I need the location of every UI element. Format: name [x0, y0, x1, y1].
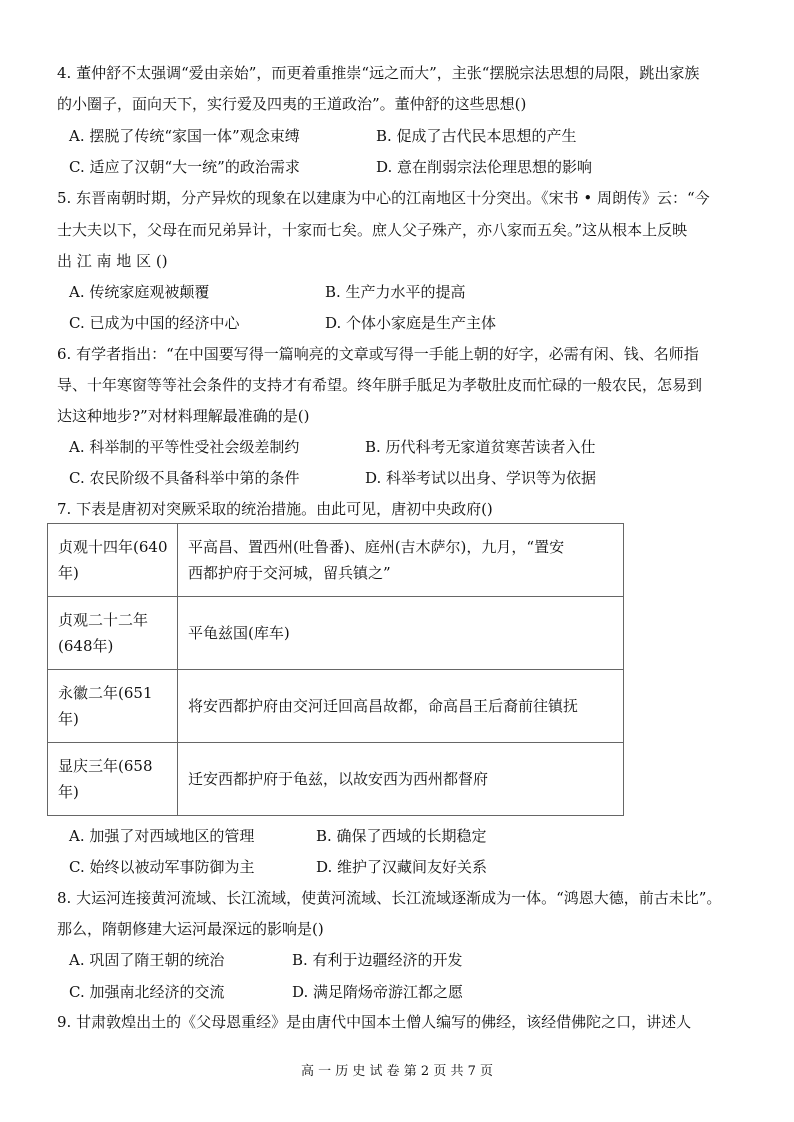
table-row — [48, 670, 624, 743]
q4-option-b: B. 促成了古代民本思想的产生 — [376, 127, 577, 145]
table-cell-event — [178, 524, 624, 597]
table-cell-year: 贞观二十二年(648年) — [48, 597, 178, 670]
q6-option-b: B. 历代科考无家道贫寒苦读者入仕 — [365, 438, 596, 456]
q4-stem-line1: 4. 董仲舒不太强调“爱由亲始”，而更着重推崇“远之而大”，主张“摆脱宗法思想的局限，跳出家族 — [57, 64, 700, 82]
q4-option-c: C. 适应了汉朝“大一统”的政治需求 — [69, 158, 300, 176]
q5-stem-line1: 5. 东晋南朝时期，分产异炊的现象在以建康为中心的江南地区十分突出。《宋书 • 周朗传》云：“今 — [57, 189, 710, 207]
q7-option-a: A. 加强了对西域地区的管理 — [69, 827, 255, 845]
q5-option-b: B. 生产力水平的提高 — [325, 283, 466, 301]
q8-stem-line2: 那么，隋朝修建大运河最深远的影响是() — [57, 920, 324, 938]
q9-stem-line1: 9. 甘肃敦煌出土的《父母恩重经》是由唐代中国本土僧人编写的佛经，该经借佛陀之口，讲述人 — [57, 1013, 692, 1031]
q5-option-d: D. 个体小家庭是生产主体 — [325, 314, 497, 332]
q5-stem-line3: 出 江 南 地 区 () — [57, 252, 168, 270]
table-row — [48, 597, 624, 670]
table-cell-year: 显庆三年(658年) — [48, 743, 178, 816]
q7-option-b: B. 确保了西域的长期稳定 — [316, 827, 487, 845]
q7-table — [47, 523, 624, 816]
q6-stem-line1: 6. 有学者指出：“在中国要写得一篇响亮的文章或写得一手能上朝的好字，必需有闲、钱、名师指 — [57, 345, 699, 363]
q8-option-a: A. 巩固了隋王朝的统治 — [69, 951, 225, 969]
page-footer: 高 一 历 史 试 卷 第 2 页 共 7 页 — [301, 1064, 493, 1079]
q6-stem-line3: 达这种地步?”对材料理解最准确的是() — [57, 407, 310, 425]
q8-option-c: C. 加强南北经济的交流 — [69, 983, 225, 1001]
q8-option-d: D. 满足隋炀帝游江都之愿 — [292, 983, 464, 1001]
q8-stem-line1: 8. 大运河连接黄河流域、长江流域，使黄河流域、长江流域逐渐成为一体。“鸿恩大德，前古未比”。 — [57, 889, 722, 907]
q7-option-d: D. 维护了汉藏间友好关系 — [316, 858, 488, 876]
q7-stem-line1: 7. 下表是唐初对突厥采取的统治措施。由此可见，唐初中央政府() — [57, 500, 493, 518]
q8-option-b: B. 有利于边疆经济的开发 — [292, 951, 463, 969]
q4-stem-line2: 的小圈子，面向天下，实行爱及四夷的王道政治”。董仲舒的这些思想() — [57, 95, 527, 113]
table-cell-event: 迁安西都护府于龟兹，以故安西为西州都督府 — [178, 743, 624, 816]
q5-option-c: C. 已成为中国的经济中心 — [69, 314, 240, 332]
q6-option-a: A. 科举制的平等性受社会级差制约 — [69, 438, 300, 456]
q6-option-d: D. 科举考试以出身、学识等为依据 — [365, 469, 597, 487]
table-row — [48, 524, 624, 597]
table-cell-year: 贞观十四年(640年) — [48, 524, 178, 597]
table-cell-event-line: 西都护府于交河城，留兵镇之” — [188, 564, 391, 582]
q5-option-a: A. 传统家庭观被颠覆 — [69, 283, 210, 301]
table-cell-event: 平龟兹国(库车) — [178, 597, 624, 670]
table-row — [48, 743, 624, 816]
table-cell-year: 永徽二年(651年) — [48, 670, 178, 743]
table-cell-event: 将安西都护府由交河迁回高昌故都，命高昌王后裔前往镇抚 — [178, 670, 624, 743]
q5-stem-line2: 士大夫以下，父母在而兄弟异计，十家而七矣。庶人父子殊产，亦八家而五矣。”这从根本上反映 — [57, 221, 688, 239]
q6-option-c: C. 农民阶级不具备科举中第的条件 — [69, 469, 300, 487]
q4-option-d: D. 意在削弱宗法伦理思想的影响 — [376, 158, 593, 176]
q7-option-c: C. 始终以被动军事防御为主 — [69, 858, 255, 876]
q6-stem-line2: 导、十年寒窗等等社会条件的支持才有希望。终年胼手胝足为孝敬肚皮而忙碌的一般农民，怎易到 — [57, 376, 703, 394]
q4-option-a: A. 摆脱了传统“家国一体”观念束缚 — [69, 127, 300, 145]
table-cell-event-line: 平高昌、置西州(吐鲁番)、庭州(吉木萨尔)，九月，“置安 — [188, 538, 565, 556]
